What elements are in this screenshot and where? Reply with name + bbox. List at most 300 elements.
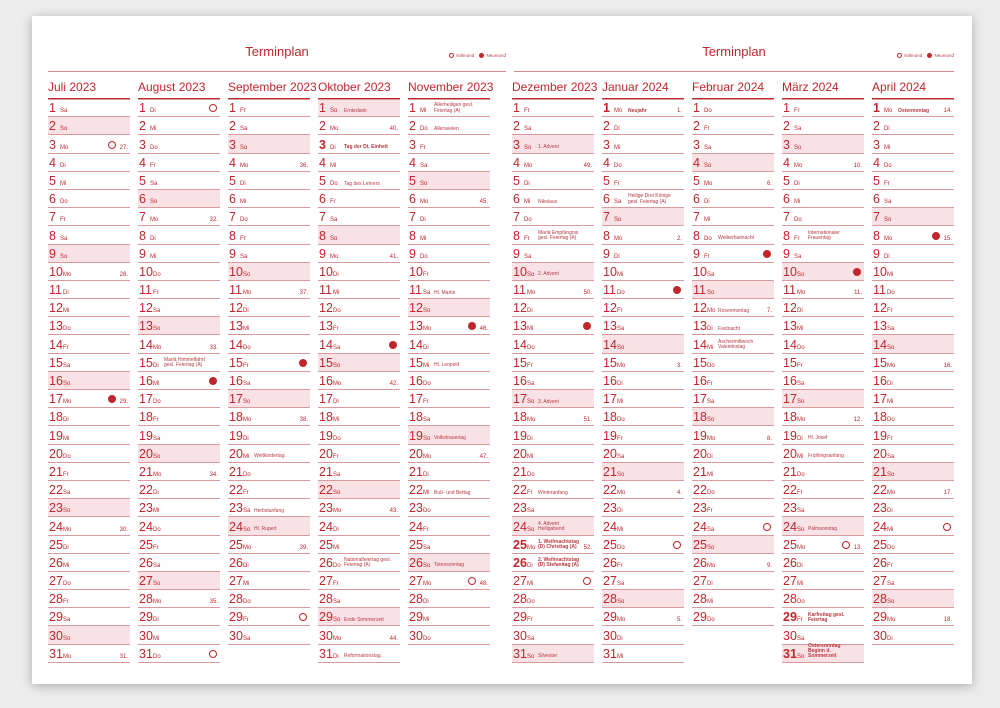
day-row[interactable] bbox=[228, 390, 310, 408]
day-row[interactable] bbox=[782, 99, 864, 117]
day-row[interactable] bbox=[408, 390, 490, 408]
day-row[interactable] bbox=[318, 154, 400, 172]
day-row[interactable] bbox=[408, 190, 490, 208]
day-row[interactable] bbox=[602, 190, 684, 208]
day-row[interactable] bbox=[512, 590, 594, 608]
day-row[interactable] bbox=[872, 354, 954, 372]
day-row[interactable] bbox=[692, 99, 774, 117]
day-row[interactable] bbox=[48, 335, 130, 353]
day-row[interactable] bbox=[138, 172, 220, 190]
day-row[interactable] bbox=[228, 154, 310, 172]
day-row[interactable] bbox=[692, 117, 774, 135]
day-row[interactable] bbox=[138, 281, 220, 299]
day-row[interactable] bbox=[138, 245, 220, 263]
day-row[interactable] bbox=[318, 99, 400, 117]
day-row[interactable] bbox=[512, 536, 594, 554]
day-row[interactable] bbox=[602, 299, 684, 317]
day-row[interactable] bbox=[408, 408, 490, 426]
day-row[interactable] bbox=[512, 426, 594, 444]
day-row[interactable] bbox=[602, 517, 684, 535]
day-row[interactable] bbox=[138, 572, 220, 590]
day-row[interactable] bbox=[782, 463, 864, 481]
day-row[interactable] bbox=[48, 263, 130, 281]
day-row[interactable] bbox=[408, 281, 490, 299]
day-row[interactable] bbox=[872, 226, 954, 244]
day-row[interactable] bbox=[408, 245, 490, 263]
day-row[interactable] bbox=[782, 172, 864, 190]
day-row[interactable] bbox=[408, 117, 490, 135]
day-row[interactable] bbox=[602, 536, 684, 554]
day-row[interactable] bbox=[512, 245, 594, 263]
day-row[interactable] bbox=[408, 263, 490, 281]
day-row[interactable] bbox=[692, 426, 774, 444]
day-row[interactable] bbox=[782, 245, 864, 263]
day-row[interactable] bbox=[872, 572, 954, 590]
day-row[interactable] bbox=[512, 281, 594, 299]
day-row[interactable] bbox=[228, 608, 310, 626]
day-row[interactable] bbox=[782, 226, 864, 244]
day-row[interactable] bbox=[318, 245, 400, 263]
day-row[interactable] bbox=[48, 245, 130, 263]
day-row[interactable] bbox=[872, 135, 954, 153]
day-row[interactable] bbox=[228, 463, 310, 481]
day-row[interactable] bbox=[48, 645, 130, 663]
day-row[interactable] bbox=[318, 463, 400, 481]
day-row[interactable] bbox=[228, 317, 310, 335]
day-row[interactable] bbox=[692, 190, 774, 208]
day-row[interactable] bbox=[138, 463, 220, 481]
day-row[interactable] bbox=[318, 354, 400, 372]
day-row[interactable] bbox=[872, 554, 954, 572]
day-row[interactable] bbox=[408, 208, 490, 226]
day-row[interactable] bbox=[48, 372, 130, 390]
day-row[interactable] bbox=[512, 335, 594, 353]
day-row[interactable] bbox=[318, 536, 400, 554]
day-row[interactable] bbox=[228, 408, 310, 426]
day-row[interactable] bbox=[692, 517, 774, 535]
day-row[interactable] bbox=[318, 226, 400, 244]
day-row[interactable] bbox=[512, 499, 594, 517]
day-row[interactable] bbox=[228, 208, 310, 226]
day-row[interactable] bbox=[48, 390, 130, 408]
day-row[interactable] bbox=[228, 117, 310, 135]
day-row[interactable] bbox=[408, 354, 490, 372]
day-row[interactable] bbox=[48, 572, 130, 590]
day-row[interactable] bbox=[512, 408, 594, 426]
day-row[interactable] bbox=[138, 626, 220, 644]
day-row[interactable] bbox=[48, 499, 130, 517]
day-row[interactable] bbox=[138, 135, 220, 153]
day-row[interactable] bbox=[872, 335, 954, 353]
day-row[interactable] bbox=[48, 445, 130, 463]
day-row[interactable] bbox=[318, 408, 400, 426]
day-row[interactable] bbox=[138, 317, 220, 335]
day-row[interactable] bbox=[408, 590, 490, 608]
day-row[interactable] bbox=[408, 481, 490, 499]
day-row[interactable] bbox=[602, 463, 684, 481]
day-row[interactable] bbox=[782, 135, 864, 153]
day-row[interactable] bbox=[138, 208, 220, 226]
day-row[interactable] bbox=[228, 517, 310, 535]
day-row[interactable] bbox=[138, 99, 220, 117]
day-row[interactable] bbox=[228, 590, 310, 608]
day-row[interactable] bbox=[48, 208, 130, 226]
day-row[interactable] bbox=[512, 117, 594, 135]
day-row[interactable] bbox=[602, 590, 684, 608]
day-row[interactable] bbox=[872, 299, 954, 317]
day-row[interactable] bbox=[408, 608, 490, 626]
day-row[interactable] bbox=[692, 281, 774, 299]
day-row[interactable] bbox=[408, 445, 490, 463]
day-row[interactable] bbox=[512, 135, 594, 153]
day-row[interactable] bbox=[692, 263, 774, 281]
day-row[interactable] bbox=[512, 572, 594, 590]
day-row[interactable] bbox=[138, 390, 220, 408]
day-row[interactable] bbox=[512, 390, 594, 408]
day-row[interactable] bbox=[782, 426, 864, 444]
day-row[interactable] bbox=[692, 226, 774, 244]
day-row[interactable] bbox=[138, 481, 220, 499]
day-row[interactable] bbox=[318, 481, 400, 499]
day-row[interactable] bbox=[782, 299, 864, 317]
day-row[interactable] bbox=[138, 517, 220, 535]
day-row[interactable] bbox=[408, 536, 490, 554]
day-row[interactable] bbox=[602, 117, 684, 135]
day-row[interactable] bbox=[602, 481, 684, 499]
day-row[interactable] bbox=[228, 263, 310, 281]
day-row[interactable] bbox=[228, 481, 310, 499]
day-row[interactable] bbox=[782, 390, 864, 408]
day-row[interactable] bbox=[692, 572, 774, 590]
day-row[interactable] bbox=[228, 245, 310, 263]
day-row[interactable] bbox=[602, 172, 684, 190]
day-row[interactable] bbox=[512, 354, 594, 372]
day-row[interactable] bbox=[408, 135, 490, 153]
day-row[interactable] bbox=[228, 554, 310, 572]
day-row[interactable] bbox=[138, 117, 220, 135]
day-row[interactable] bbox=[872, 536, 954, 554]
day-row[interactable] bbox=[48, 517, 130, 535]
day-row[interactable] bbox=[318, 299, 400, 317]
day-row[interactable] bbox=[408, 154, 490, 172]
day-row[interactable] bbox=[408, 572, 490, 590]
day-row[interactable] bbox=[138, 335, 220, 353]
day-row[interactable] bbox=[138, 354, 220, 372]
day-row[interactable] bbox=[138, 554, 220, 572]
day-row[interactable] bbox=[602, 372, 684, 390]
day-row[interactable] bbox=[602, 354, 684, 372]
day-row[interactable] bbox=[228, 572, 310, 590]
day-row[interactable] bbox=[512, 645, 594, 663]
day-row[interactable] bbox=[782, 190, 864, 208]
day-row[interactable] bbox=[48, 608, 130, 626]
day-row[interactable] bbox=[48, 554, 130, 572]
day-row[interactable] bbox=[872, 154, 954, 172]
day-row[interactable] bbox=[48, 463, 130, 481]
day-row[interactable] bbox=[692, 135, 774, 153]
day-row[interactable] bbox=[48, 354, 130, 372]
day-row[interactable] bbox=[228, 445, 310, 463]
day-row[interactable] bbox=[318, 390, 400, 408]
day-row[interactable] bbox=[408, 372, 490, 390]
day-row[interactable] bbox=[602, 208, 684, 226]
day-row[interactable] bbox=[48, 590, 130, 608]
day-row[interactable] bbox=[318, 517, 400, 535]
day-row[interactable] bbox=[48, 226, 130, 244]
day-row[interactable] bbox=[512, 299, 594, 317]
day-row[interactable] bbox=[408, 226, 490, 244]
day-row[interactable] bbox=[602, 626, 684, 644]
day-row[interactable] bbox=[138, 608, 220, 626]
day-row[interactable] bbox=[692, 408, 774, 426]
day-row[interactable] bbox=[48, 172, 130, 190]
day-row[interactable] bbox=[692, 317, 774, 335]
day-row[interactable] bbox=[228, 354, 310, 372]
day-row[interactable] bbox=[228, 190, 310, 208]
day-row[interactable] bbox=[138, 190, 220, 208]
day-row[interactable] bbox=[782, 517, 864, 535]
day-row[interactable] bbox=[602, 608, 684, 626]
day-row[interactable] bbox=[782, 445, 864, 463]
day-row[interactable] bbox=[872, 317, 954, 335]
day-row[interactable] bbox=[318, 263, 400, 281]
day-row[interactable] bbox=[872, 245, 954, 263]
day-row[interactable] bbox=[602, 135, 684, 153]
day-row[interactable] bbox=[512, 154, 594, 172]
day-row[interactable] bbox=[512, 99, 594, 117]
day-row[interactable] bbox=[408, 517, 490, 535]
day-row[interactable] bbox=[692, 335, 774, 353]
day-row[interactable] bbox=[318, 554, 400, 572]
day-row[interactable] bbox=[782, 317, 864, 335]
day-row[interactable] bbox=[602, 554, 684, 572]
day-row[interactable] bbox=[318, 608, 400, 626]
day-row[interactable] bbox=[48, 317, 130, 335]
day-row[interactable] bbox=[228, 99, 310, 117]
day-row[interactable] bbox=[692, 536, 774, 554]
day-row[interactable] bbox=[782, 354, 864, 372]
day-row[interactable] bbox=[318, 281, 400, 299]
day-row[interactable] bbox=[602, 263, 684, 281]
day-row[interactable] bbox=[512, 608, 594, 626]
day-row[interactable] bbox=[138, 645, 220, 663]
day-row[interactable] bbox=[872, 426, 954, 444]
day-row[interactable] bbox=[228, 426, 310, 444]
day-row[interactable] bbox=[138, 263, 220, 281]
day-row[interactable] bbox=[782, 335, 864, 353]
day-row[interactable] bbox=[872, 408, 954, 426]
day-row[interactable] bbox=[602, 390, 684, 408]
day-row[interactable] bbox=[512, 263, 594, 281]
day-row[interactable] bbox=[138, 590, 220, 608]
day-row[interactable] bbox=[872, 517, 954, 535]
day-row[interactable] bbox=[512, 172, 594, 190]
day-row[interactable] bbox=[318, 445, 400, 463]
day-row[interactable] bbox=[872, 117, 954, 135]
day-row[interactable] bbox=[138, 536, 220, 554]
day-row[interactable] bbox=[512, 190, 594, 208]
day-row[interactable] bbox=[692, 208, 774, 226]
day-row[interactable] bbox=[602, 445, 684, 463]
day-row[interactable] bbox=[692, 154, 774, 172]
day-row[interactable] bbox=[782, 554, 864, 572]
day-row[interactable] bbox=[318, 645, 400, 663]
day-row[interactable] bbox=[602, 645, 684, 663]
day-row[interactable] bbox=[48, 536, 130, 554]
day-row[interactable] bbox=[782, 481, 864, 499]
day-row[interactable] bbox=[228, 226, 310, 244]
day-row[interactable] bbox=[782, 536, 864, 554]
day-row[interactable] bbox=[318, 317, 400, 335]
day-row[interactable] bbox=[872, 208, 954, 226]
day-row[interactable] bbox=[602, 281, 684, 299]
day-row[interactable] bbox=[138, 226, 220, 244]
day-row[interactable] bbox=[408, 626, 490, 644]
day-row[interactable] bbox=[782, 117, 864, 135]
day-row[interactable] bbox=[512, 463, 594, 481]
day-row[interactable] bbox=[872, 281, 954, 299]
day-row[interactable] bbox=[318, 135, 400, 153]
day-row[interactable] bbox=[48, 626, 130, 644]
day-row[interactable] bbox=[602, 572, 684, 590]
day-row[interactable] bbox=[872, 626, 954, 644]
day-row[interactable] bbox=[228, 626, 310, 644]
day-row[interactable] bbox=[228, 536, 310, 554]
day-row[interactable] bbox=[692, 172, 774, 190]
day-row[interactable] bbox=[318, 117, 400, 135]
day-row[interactable] bbox=[48, 190, 130, 208]
day-row[interactable] bbox=[408, 499, 490, 517]
day-row[interactable] bbox=[782, 281, 864, 299]
day-row[interactable] bbox=[408, 172, 490, 190]
day-row[interactable] bbox=[782, 263, 864, 281]
day-row[interactable] bbox=[782, 626, 864, 644]
day-row[interactable] bbox=[228, 335, 310, 353]
day-row[interactable] bbox=[318, 208, 400, 226]
day-row[interactable] bbox=[692, 390, 774, 408]
day-row[interactable] bbox=[872, 372, 954, 390]
day-row[interactable] bbox=[512, 226, 594, 244]
day-row[interactable] bbox=[872, 499, 954, 517]
day-row[interactable] bbox=[138, 299, 220, 317]
day-row[interactable] bbox=[512, 554, 594, 572]
day-row[interactable] bbox=[872, 172, 954, 190]
day-row[interactable] bbox=[692, 245, 774, 263]
day-row[interactable] bbox=[318, 426, 400, 444]
day-row[interactable] bbox=[138, 372, 220, 390]
day-row[interactable] bbox=[48, 481, 130, 499]
day-row[interactable] bbox=[512, 626, 594, 644]
day-row[interactable] bbox=[408, 317, 490, 335]
day-row[interactable] bbox=[782, 608, 864, 626]
day-row[interactable] bbox=[48, 281, 130, 299]
day-row[interactable] bbox=[602, 408, 684, 426]
day-row[interactable] bbox=[408, 463, 490, 481]
day-row[interactable] bbox=[228, 499, 310, 517]
day-row[interactable] bbox=[602, 335, 684, 353]
day-row[interactable] bbox=[602, 99, 684, 117]
day-row[interactable] bbox=[872, 608, 954, 626]
day-row[interactable] bbox=[318, 590, 400, 608]
day-row[interactable] bbox=[408, 426, 490, 444]
day-row[interactable] bbox=[138, 445, 220, 463]
day-row[interactable] bbox=[318, 499, 400, 517]
day-row[interactable] bbox=[228, 281, 310, 299]
day-row[interactable] bbox=[48, 135, 130, 153]
day-row[interactable] bbox=[48, 117, 130, 135]
day-row[interactable] bbox=[782, 208, 864, 226]
day-row[interactable] bbox=[408, 99, 490, 117]
day-row[interactable] bbox=[692, 499, 774, 517]
day-row[interactable] bbox=[872, 390, 954, 408]
day-row[interactable] bbox=[512, 317, 594, 335]
day-row[interactable] bbox=[512, 372, 594, 390]
day-row[interactable] bbox=[692, 372, 774, 390]
day-row[interactable] bbox=[138, 426, 220, 444]
day-row[interactable] bbox=[228, 172, 310, 190]
day-row[interactable] bbox=[318, 190, 400, 208]
day-row[interactable] bbox=[318, 172, 400, 190]
day-row[interactable] bbox=[782, 408, 864, 426]
day-row[interactable] bbox=[602, 317, 684, 335]
day-row[interactable] bbox=[138, 154, 220, 172]
day-row[interactable] bbox=[602, 245, 684, 263]
day-row[interactable] bbox=[692, 608, 774, 626]
day-row[interactable] bbox=[48, 408, 130, 426]
day-row[interactable] bbox=[872, 190, 954, 208]
day-row[interactable] bbox=[692, 299, 774, 317]
day-row[interactable] bbox=[228, 372, 310, 390]
day-row[interactable] bbox=[782, 154, 864, 172]
day-row[interactable] bbox=[228, 299, 310, 317]
day-row[interactable] bbox=[872, 445, 954, 463]
day-row[interactable] bbox=[48, 426, 130, 444]
day-row[interactable] bbox=[318, 626, 400, 644]
day-row[interactable] bbox=[408, 335, 490, 353]
day-row[interactable] bbox=[872, 481, 954, 499]
day-row[interactable] bbox=[408, 299, 490, 317]
day-row[interactable] bbox=[692, 481, 774, 499]
day-row[interactable] bbox=[138, 499, 220, 517]
day-row[interactable] bbox=[318, 572, 400, 590]
day-row[interactable] bbox=[512, 481, 594, 499]
day-row[interactable] bbox=[408, 554, 490, 572]
day-row[interactable] bbox=[692, 590, 774, 608]
day-row[interactable] bbox=[782, 499, 864, 517]
day-row[interactable] bbox=[512, 445, 594, 463]
day-row[interactable] bbox=[692, 554, 774, 572]
day-row[interactable] bbox=[692, 354, 774, 372]
day-row[interactable] bbox=[48, 154, 130, 172]
day-row[interactable] bbox=[318, 372, 400, 390]
day-row[interactable] bbox=[692, 463, 774, 481]
day-row[interactable] bbox=[782, 590, 864, 608]
day-row[interactable] bbox=[872, 99, 954, 117]
day-row[interactable] bbox=[872, 463, 954, 481]
day-row[interactable] bbox=[512, 208, 594, 226]
day-row[interactable] bbox=[602, 426, 684, 444]
day-row[interactable] bbox=[602, 226, 684, 244]
day-row[interactable] bbox=[228, 135, 310, 153]
day-row[interactable] bbox=[782, 572, 864, 590]
day-row[interactable] bbox=[872, 590, 954, 608]
day-row[interactable] bbox=[872, 263, 954, 281]
day-row[interactable] bbox=[782, 372, 864, 390]
day-row[interactable] bbox=[602, 499, 684, 517]
day-row[interactable] bbox=[602, 154, 684, 172]
day-row[interactable] bbox=[48, 299, 130, 317]
day-row[interactable] bbox=[692, 445, 774, 463]
